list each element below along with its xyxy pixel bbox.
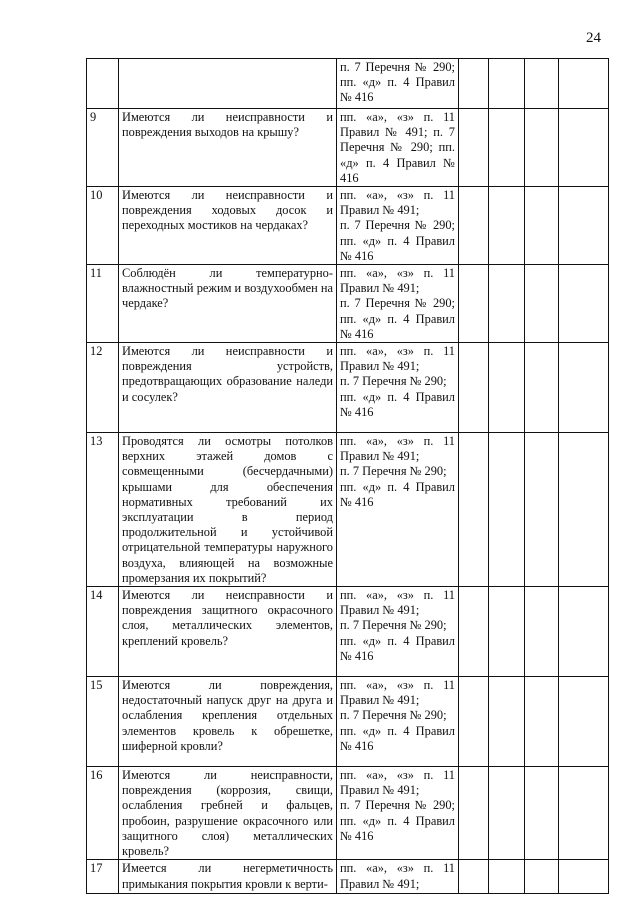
answer-cell[interactable] [525,860,559,894]
question-text-cell [119,187,337,265]
question-text-cell [119,587,337,677]
question-text-cell [119,59,337,109]
legal-reference: пп. «а», «з» п. 11 Правил № 491; п. 7 Перечня № 290; пп. «д» п. 4 Правил № 416 [340,588,455,663]
row-number-cell [87,343,119,433]
legal-reference-cell [337,860,459,894]
table-row [87,265,609,343]
answer-cell[interactable] [559,343,609,433]
row-number-cell [87,109,119,187]
row-number-cell [87,433,119,587]
answer-cell[interactable] [559,187,609,265]
answer-cell[interactable] [459,677,489,767]
answer-cell[interactable] [559,433,609,587]
checklist-body [87,59,609,894]
legal-reference-cell [337,767,459,860]
checklist-table [86,58,609,894]
legal-reference-cell [337,433,459,587]
question-text-cell [119,677,337,767]
legal-reference: пп. «а», «з» п. 11 Правил № 491; [340,861,455,891]
table-row [87,433,609,587]
legal-reference: пп. «а», «з» п. 11 Правил № 491; п. 7 Перечня № 290; пп. «д» п. 4 Правил № 416 [340,434,455,509]
answer-cell[interactable] [489,265,525,343]
question-text: Имеются ли неисправности и повреждения защитного окрасочного слоя, металлических элементов, креплений кровель? [122,588,333,648]
answer-cell[interactable] [559,265,609,343]
table-row [87,677,609,767]
legal-reference: п. 7 Перечня № 290; пп. «д» п. 4 Правил № 416 [340,60,455,105]
question-text: Соблюдён ли температурно-влажностный режим и воздухообмен на чердаке? [122,266,333,311]
answer-cell[interactable] [459,860,489,894]
legal-reference-cell [337,343,459,433]
answer-cell[interactable] [559,109,609,187]
row-number-cell [87,860,119,894]
row-number: 11 [90,266,102,281]
table-row [87,59,609,109]
row-number: 15 [90,678,103,693]
row-number: 10 [90,188,103,203]
table-row [87,767,609,860]
row-number-cell [87,767,119,860]
question-text-cell [119,265,337,343]
question-text: Проводятся ли осмотры потолков верхних этажей домов с совмещенными (бесчердачными) крышами для обеспечения нормативных требований их эксплуатации в период продолжительной и устойчивой отрицательной температуры наружного воздуха, влияющей на возможные промерзания их покрытий? [122,434,333,585]
answer-cell[interactable] [525,767,559,860]
question-text: Имеется ли негерметичность примыкания покрытия кровли к верти- [122,861,333,891]
legal-reference-cell [337,59,459,109]
answer-cell[interactable] [525,265,559,343]
answer-cell[interactable] [489,860,525,894]
legal-reference: пп. «а», «з» п. 11 Правил № 491; п. 7 Перечня № 290; пп. «д» п. 4 Правил № 416 [340,678,455,753]
legal-reference: пп. «а», «з» п. 11 Правил № 491; п. 7 Перечня № 290; пп. «д» п. 4 Правил № 416 [340,768,455,843]
question-text-cell [119,343,337,433]
answer-cell[interactable] [459,433,489,587]
answer-cell[interactable] [489,187,525,265]
answer-cell[interactable] [489,767,525,860]
question-text-cell [119,433,337,587]
answer-cell[interactable] [525,109,559,187]
answer-cell[interactable] [459,767,489,860]
answer-cell[interactable] [559,677,609,767]
answer-cell[interactable] [559,587,609,677]
legal-reference-cell [337,109,459,187]
row-number-cell [87,59,119,109]
question-text-cell [119,767,337,860]
question-text: Имеются ли повреждения, недостаточный напуск друг на друга и ослабления крепления отдельных элементов кровель к обрешетке, шиферной кровли? [122,678,333,753]
legal-reference-cell [337,587,459,677]
answer-cell[interactable] [525,343,559,433]
row-number: 14 [90,588,103,603]
legal-reference-cell [337,265,459,343]
answer-cell[interactable] [525,587,559,677]
answer-cell[interactable] [525,187,559,265]
answer-cell[interactable] [489,677,525,767]
answer-cell[interactable] [559,59,609,109]
row-number-cell [87,265,119,343]
answer-cell[interactable] [489,59,525,109]
row-number-cell [87,587,119,677]
row-number: 9 [90,110,97,124]
legal-reference: пп. «а», «з» п. 11 Правил № 491; п. 7 Перечня № 290; пп. «д» п. 4 Правил № 416 [340,188,455,263]
answer-cell[interactable] [525,677,559,767]
answer-cell[interactable] [459,587,489,677]
row-number: 12 [90,344,103,359]
answer-cell[interactable] [459,343,489,433]
legal-reference-cell [337,187,459,265]
question-text: Имеются ли неисправности и повреждения устройств, предотвращающих образование наледи и сосулек? [122,344,333,404]
table-row [87,187,609,265]
question-text-cell [119,860,337,894]
answer-cell[interactable] [489,587,525,677]
legal-reference: пп. «а», «з» п. 11 Правил № 491; п. 7 Перечня № 290; пп. «д» п. 4 Правил № 416 [340,110,455,185]
legal-reference: пп. «а», «з» п. 11 Правил № 491; п. 7 Перечня № 290; пп. «д» п. 4 Правил № 416 [340,344,455,419]
table-row [87,587,609,677]
question-text: Имеются ли неисправности и повреждения выходов на крышу? [122,110,333,140]
row-number-cell [87,187,119,265]
answer-cell[interactable] [459,59,489,109]
row-number: 17 [90,861,103,876]
legal-reference: пп. «а», «з» п. 11 Правил № 491; п. 7 Перечня № 290; пп. «д» п. 4 Правил № 416 [340,266,455,341]
answer-cell[interactable] [459,187,489,265]
question-text: Имеются ли неисправности и повреждения ходовых досок и переходных мостиков на чердаках? [122,188,333,233]
answer-cell[interactable] [525,433,559,587]
legal-reference-cell [337,677,459,767]
row-number: 13 [90,434,103,449]
answer-cell[interactable] [459,109,489,187]
answer-cell[interactable] [459,265,489,343]
answer-cell[interactable] [489,433,525,587]
table-row [87,109,609,187]
row-number: 16 [90,768,103,783]
answer-cell[interactable] [559,860,609,894]
answer-cell[interactable] [559,767,609,860]
answer-cell[interactable] [525,59,559,109]
answer-cell[interactable] [489,343,525,433]
question-text-cell [119,109,337,187]
table-row [87,860,609,894]
row-number-cell [87,677,119,767]
page-number: 24 [586,30,601,46]
table-row [87,343,609,433]
answer-cell[interactable] [489,109,525,187]
question-text: Имеются ли неисправности, повреждения (коррозия, свищи, ослабления гребней и фальцев, пробоин, разрушение окрасочного или защитного слоя) металлических кровель? [122,768,333,859]
